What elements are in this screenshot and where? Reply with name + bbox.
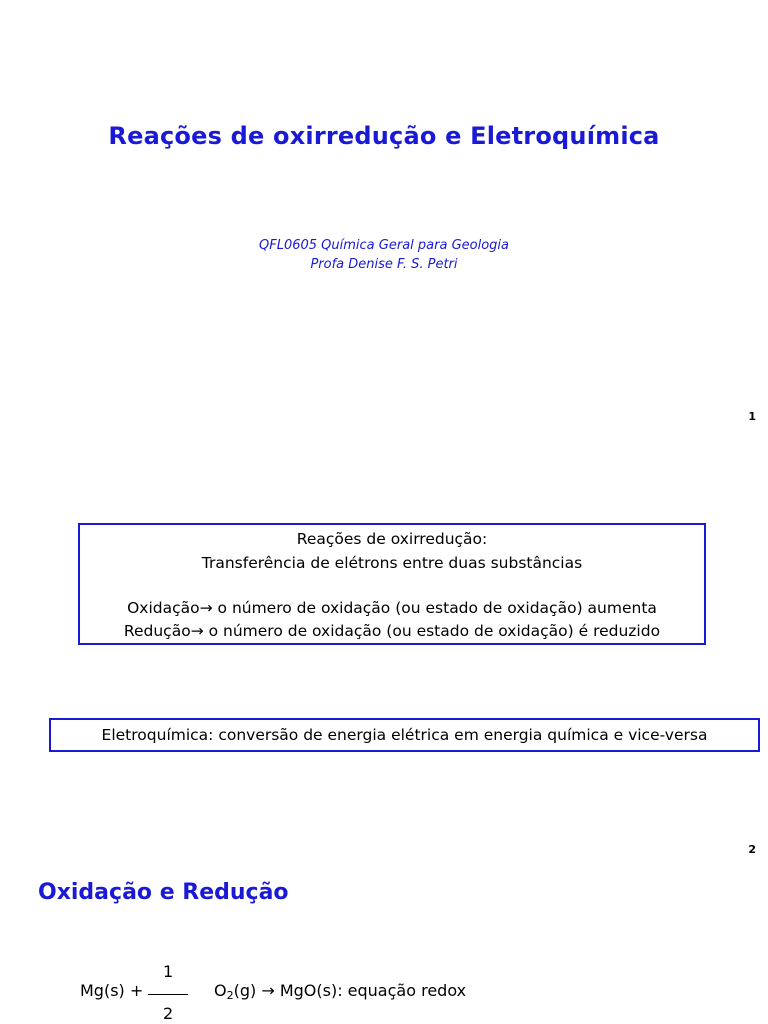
- fraction-numerator: 1: [163, 962, 174, 981]
- page-number: 2: [748, 843, 756, 856]
- fraction-bar: [148, 994, 188, 995]
- professor-subtitle: Profa Denise F. S. Petri: [310, 257, 458, 272]
- definition-text: Transferência de elétrons entre duas substâncias: [201, 554, 583, 572]
- slide-title: Reações de oxirredução e Eletroquímica: [108, 122, 660, 150]
- reduction-definition: Redução→ o número de oxidação (ou estado de oxidação) é reduzido: [123, 622, 661, 640]
- page-number: 1: [748, 410, 756, 423]
- equation-reactant: Mg(s) +: [80, 981, 144, 1000]
- electrochemistry-definition: Eletroquímica: conversão de energia elétrica em energia química e vice-versa: [101, 726, 708, 744]
- definition-box: [78, 523, 706, 645]
- fraction-denominator: 2: [163, 1004, 174, 1023]
- electrochemistry-box: [49, 718, 760, 752]
- equation-remainder: (g) → MgO(s): equação redox: [233, 981, 467, 1000]
- redox-equation: [80, 960, 680, 1024]
- section-heading: Oxidação e Redução: [38, 880, 289, 905]
- equation-product: [214, 981, 466, 1000]
- oxygen-symbol: O: [214, 981, 227, 1000]
- course-subtitle: QFL0605 Química Geral para Geologia: [259, 238, 509, 253]
- oxygen-subscript: 2: [226, 989, 234, 1002]
- oxidation-definition: Oxidação→ o número de oxidação (ou estado de oxidação) aumenta: [127, 599, 657, 617]
- definition-heading: Reações de oxirredução:: [296, 530, 488, 548]
